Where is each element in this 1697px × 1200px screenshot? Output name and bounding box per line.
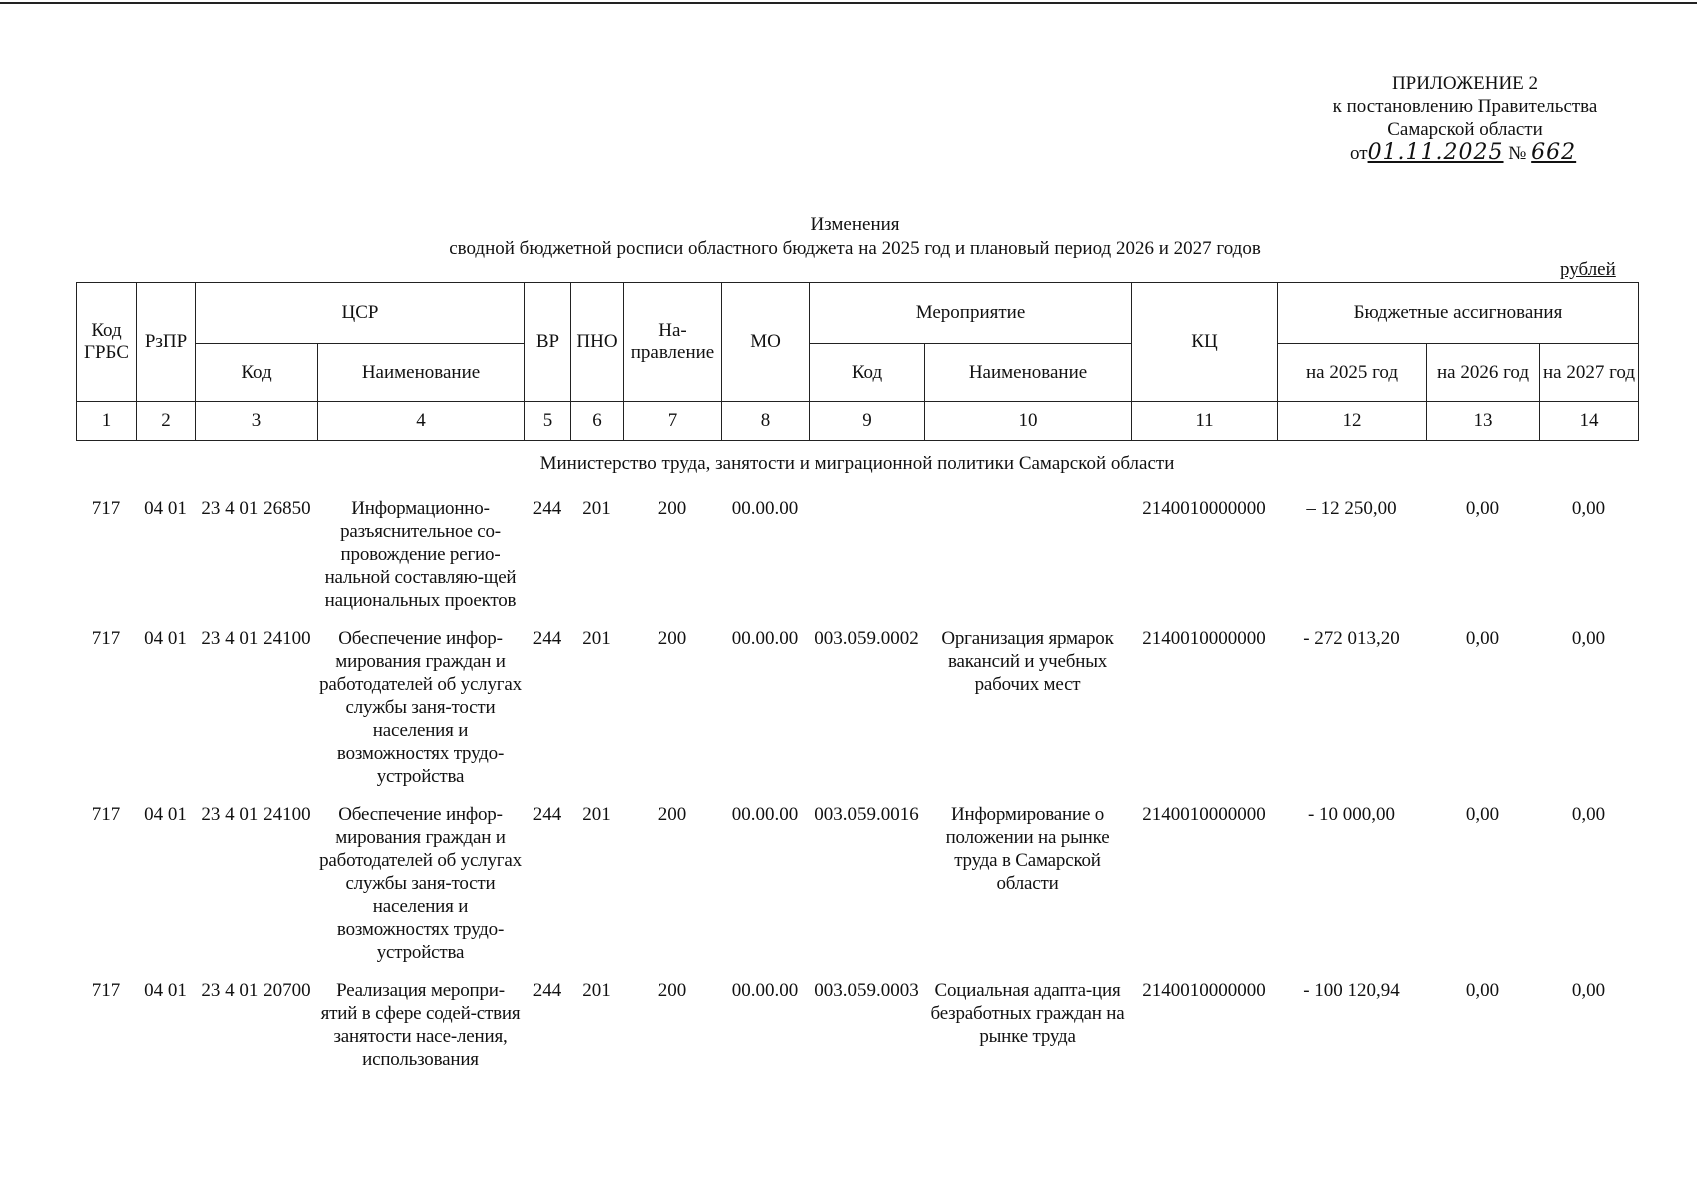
- cell-2025: - 272 013,20: [1303, 628, 1400, 649]
- cell-direction: 200: [657, 804, 687, 825]
- top-border-line: [0, 2, 1697, 4]
- title-line-2: сводной бюджетной росписи областного бюджета на 2025 год и плановый период 2026 и 2027 годов: [449, 238, 1261, 259]
- cell-pno: 201: [582, 498, 611, 519]
- col-num-1: 1: [77, 402, 137, 441]
- cell-2025: – 12 250,00: [1306, 498, 1397, 519]
- cell-2027: 0,00: [1571, 980, 1606, 1001]
- col-num-7: 7: [624, 402, 722, 441]
- header-grbs: Код ГРБС: [77, 283, 137, 402]
- cell-kc: 2140010000000: [1142, 804, 1266, 825]
- cell-mo: 00.00.00: [731, 980, 799, 1001]
- col-num-12: 12: [1278, 402, 1427, 441]
- table-row: [76, 627, 1638, 803]
- col-num-9: 9: [810, 402, 925, 441]
- appendix-date-line: [1300, 141, 1630, 165]
- header-kc: КЦ: [1132, 283, 1278, 402]
- document-title: [330, 213, 1380, 261]
- cell-2027: 0,00: [1571, 628, 1606, 649]
- cell-kc: 2140010000000: [1142, 628, 1266, 649]
- col-num-4: 4: [318, 402, 525, 441]
- cell-direction: 200: [657, 498, 687, 519]
- header-mo: МО: [722, 283, 810, 402]
- cell-event-name: Организация ярмарок вакансий и учебных рабочих мест: [941, 628, 1114, 695]
- cell-direction: 200: [657, 980, 687, 1001]
- cell-2026: 0,00: [1465, 980, 1500, 1001]
- cell-vr: 244: [532, 628, 562, 649]
- cell-vr: 244: [532, 980, 562, 1001]
- col-num-2: 2: [137, 402, 196, 441]
- col-num-11: 11: [1132, 402, 1278, 441]
- cell-rzpr: 04 01: [144, 628, 187, 649]
- appendix-block: [1300, 72, 1630, 165]
- header-direction: На-правление: [624, 283, 722, 402]
- cell-csr-code: 23 4 01 20700: [201, 980, 311, 1001]
- cell-grbs: 717: [91, 498, 121, 519]
- cell-mo: 00.00.00: [731, 804, 799, 825]
- number-prefix: №: [1508, 143, 1527, 164]
- cell-2026: 0,00: [1465, 498, 1500, 519]
- col-num-13: 13: [1427, 402, 1540, 441]
- handwritten-date: 01.11.2025: [1367, 140, 1504, 165]
- cell-2027: 0,00: [1571, 498, 1606, 519]
- cell-grbs: 717: [91, 628, 121, 649]
- header-2026: на 2026 год: [1427, 344, 1540, 402]
- cell-pno: 201: [582, 628, 611, 649]
- cell-grbs: 717: [91, 804, 121, 825]
- cell-kc: 2140010000000: [1142, 498, 1266, 519]
- cell-pno: 201: [582, 980, 611, 1001]
- appendix-title: ПРИЛОЖЕНИЕ 2: [1391, 73, 1539, 94]
- cell-csr-name: Информационно-разъяснительное со-провождение регио-нальной составляю-щей национальных проектов: [324, 498, 517, 611]
- cell-event-name: Информирование о положении на рынке труда в Самарской области: [945, 804, 1110, 894]
- cell-event-code: 003.059.0003: [814, 980, 919, 1001]
- units-label: рублей: [1560, 259, 1616, 280]
- col-num-5: 5: [525, 402, 571, 441]
- table-row: [76, 979, 1638, 1086]
- header-budget: Бюджетные ассигнования: [1278, 283, 1639, 344]
- cell-rzpr: 04 01: [144, 980, 187, 1001]
- appendix-resolution: к постановлению Правительства: [1332, 96, 1598, 117]
- cell-2026: 0,00: [1465, 804, 1500, 825]
- header-vr: ВР: [525, 283, 571, 402]
- header-csr: ЦСР: [196, 283, 525, 344]
- header-event-code: Код: [810, 344, 925, 402]
- cell-mo: 00.00.00: [731, 498, 799, 519]
- col-num-6: 6: [571, 402, 624, 441]
- col-num-8: 8: [722, 402, 810, 441]
- cell-pno: 201: [582, 804, 611, 825]
- header-rzpr: РзПР: [137, 283, 196, 402]
- cell-event-code: 003.059.0016: [814, 804, 919, 825]
- cell-2025: - 100 120,94: [1303, 980, 1400, 1001]
- header-csr-code: Код: [196, 344, 318, 402]
- cell-event-code: 003.059.0002: [814, 628, 919, 649]
- cell-csr-code: 23 4 01 24100: [201, 628, 311, 649]
- cell-csr-name: Обеспечение инфор-мирования граждан и работодателей об услугах службы заня-тости населения и возможностях трудо-устройства: [319, 628, 522, 787]
- cell-vr: 244: [532, 498, 562, 519]
- header-2025: на 2025 год: [1278, 344, 1427, 402]
- header-pno: ПНО: [571, 283, 624, 402]
- header-2027: на 2027 год: [1540, 344, 1639, 402]
- cell-rzpr: 04 01: [144, 804, 187, 825]
- cell-csr-code: 23 4 01 24100: [201, 804, 311, 825]
- header-event: Мероприятие: [810, 283, 1132, 344]
- cell-direction: 200: [657, 628, 687, 649]
- header-event-name: Наименование: [925, 344, 1132, 402]
- date-prefix: от: [1350, 143, 1368, 164]
- table-row: [76, 803, 1638, 979]
- cell-grbs: 717: [91, 980, 121, 1001]
- ministry-heading: Министерство труда, занятости и миграционной политики Самарской области: [539, 453, 1175, 474]
- cell-2025: - 10 000,00: [1307, 804, 1396, 825]
- cell-rzpr: 04 01: [144, 498, 187, 519]
- cell-vr: 244: [532, 804, 562, 825]
- cell-event-name: [924, 497, 1131, 627]
- cell-csr-name: Обеспечение инфор-мирования граждан и работодателей об услугах службы заня-тости населения и возможностях трудо-устройства: [319, 804, 522, 963]
- col-num-10: 10: [925, 402, 1132, 441]
- title-line-1: Изменения: [810, 214, 900, 235]
- header-table: [76, 282, 1639, 441]
- cell-event-code: [809, 497, 924, 627]
- cell-mo: 00.00.00: [731, 628, 799, 649]
- col-num-14: 14: [1540, 402, 1639, 441]
- appendix-region: Самарской области: [1387, 119, 1543, 140]
- data-table: [76, 497, 1638, 1086]
- table-row: [76, 497, 1638, 627]
- header-csr-name: Наименование: [318, 344, 525, 402]
- cell-event-name: Социальная адапта-ция безработных граждан на рынке труда: [930, 980, 1125, 1047]
- cell-csr-name: Реализация меропри-ятий в сфере содей-ствия занятости насе-ления, использования: [320, 980, 521, 1070]
- col-num-3: 3: [196, 402, 318, 441]
- handwritten-number: 662: [1531, 140, 1577, 165]
- cell-2027: 0,00: [1571, 804, 1606, 825]
- cell-kc: 2140010000000: [1142, 980, 1266, 1001]
- cell-2026: 0,00: [1465, 628, 1500, 649]
- cell-csr-code: 23 4 01 26850: [201, 498, 311, 519]
